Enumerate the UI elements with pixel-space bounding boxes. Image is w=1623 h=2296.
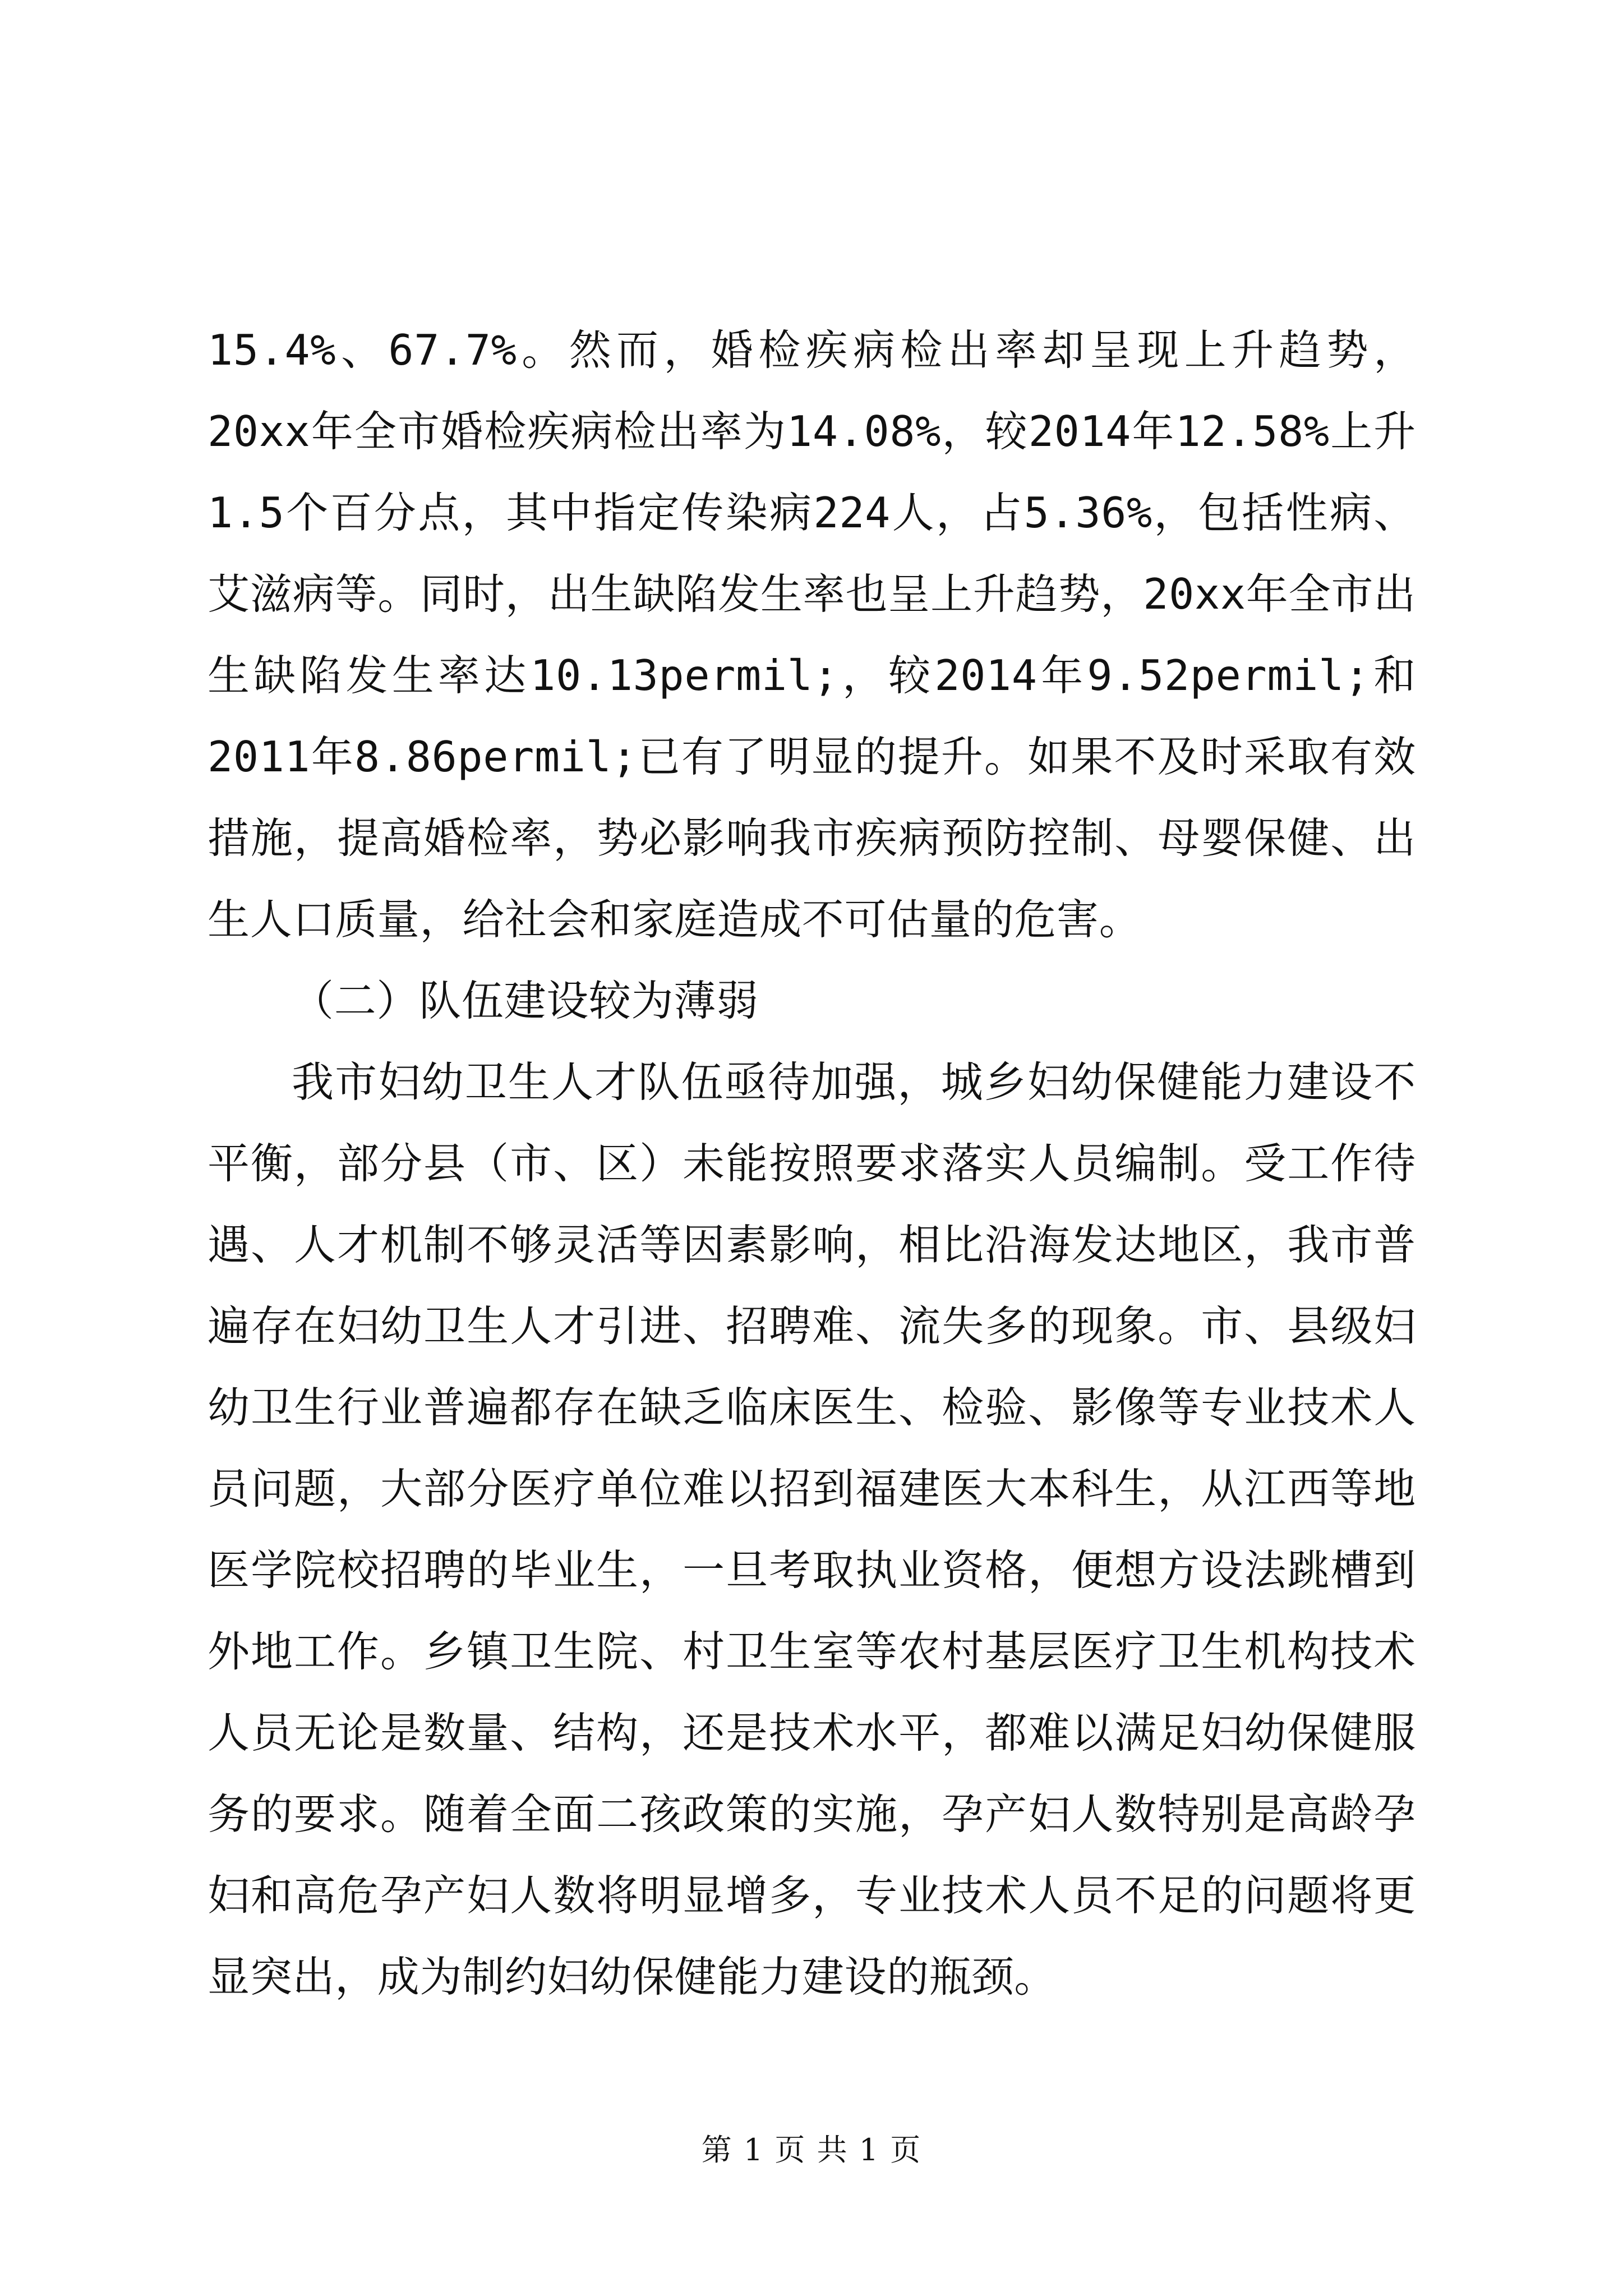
page-footer: 第 1 页 共 1 页 [701, 2132, 922, 2168]
document-body [208, 310, 1416, 2018]
paragraph-workforce: 我市妇幼卫生人才队伍亟待加强，城乡妇幼保健能力建设不平衡，部分县（市、区）未能按照要求落实人员编制。受工作待遇、人才机制不够灵活等因素影响，相比沿海发达地区，我市普遍存在妇幼卫生人才引进、招聘难、流失多的现象。市、县级妇幼卫生行业普遍都存在缺乏临床医生、检验、影像等专业技术人员问题，大部分医疗单位难以招到福建医大本科生，从江西等地医学院校招聘的毕业生，一旦考取执业资格，便想方设法跳槽到外地工作。乡镇卫生院、村卫生室等农村基层医疗卫生机构技术人员无论是数量、结构，还是技术水平，都难以满足妇幼保健服务的要求。随着全面二孩政策的实施，孕产妇人数特别是高龄孕妇和高危孕产妇人数将明显增多，专业技术人员不足的问题将更显突出，成为制约妇幼保健能力建设的瓶颈。 [208, 1057, 1416, 2001]
paragraph-statistics: 15.4%、67.7%。然而，婚检疾病检出率却呈现上升趋势，20xx年全市婚检疾病检出率为14.08%，较2014年12.58%上升1.5个百分点，其中指定传染病224人，占5.36%，包括性病、艾滋病等。同时，出生缺陷发生率也呈上升趋势，20xx年全市出生缺陷发生率达10.13permil;，较2014年9.52permil;和2011年8.86permil;已有了明显的提升。如果不及时采取有效措施，提高婚检率，势必影响我市疾病预防控制、母婴保健、出生人口质量，给社会和家庭造成不可估量的危害。 [208, 325, 1416, 944]
section-heading: （二）队伍建设较为薄弱 [292, 976, 759, 1025]
